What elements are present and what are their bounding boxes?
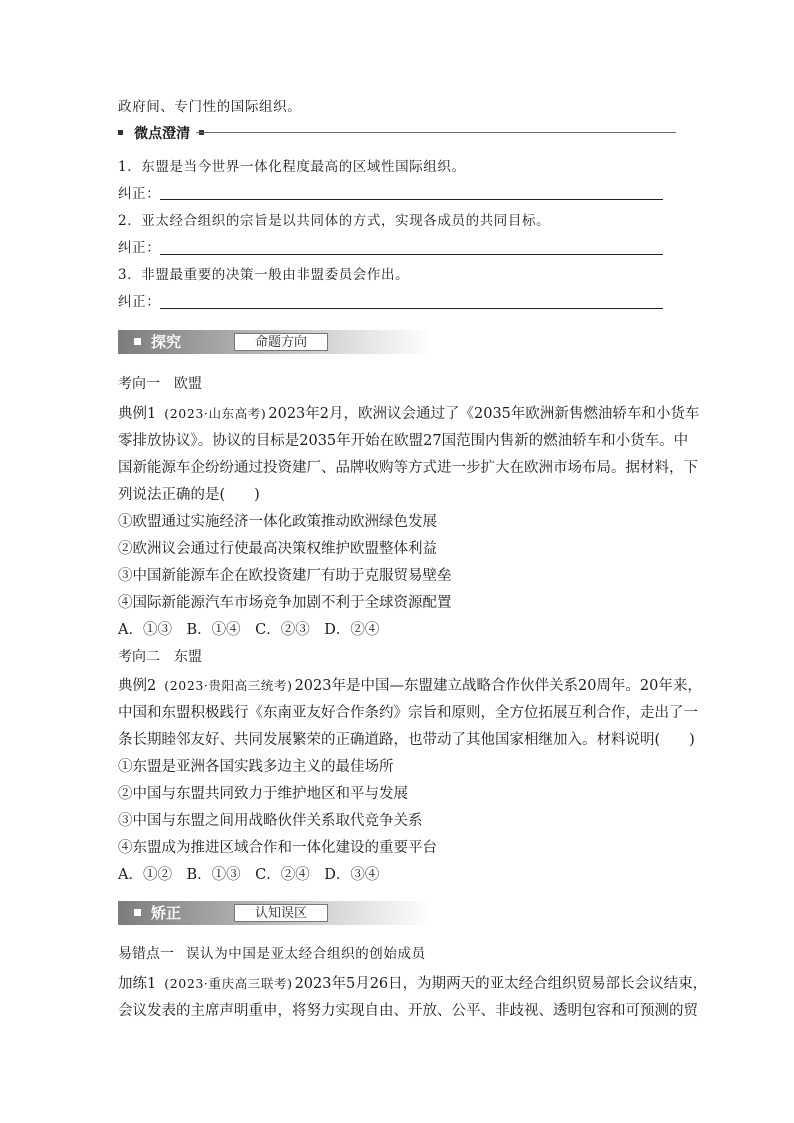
- example-2: [118, 672, 702, 889]
- section-title: [118, 901, 233, 925]
- answer-blank-3[interactable]: [160, 308, 663, 309]
- direction-1: [118, 374, 202, 394]
- section-title: [118, 330, 233, 354]
- section-bar-jiaozheng: [118, 901, 432, 925]
- exercise-line: 会议发表的主席声明重申，将努力实现自由、开放、公平、非歧视、透明包容和可预测的贸: [118, 1003, 698, 1019]
- error-point-1: [118, 944, 426, 964]
- section-subtitle: 命题方向: [234, 333, 328, 351]
- example-label: 典例1: [118, 406, 157, 422]
- section-title-text: 矫正: [151, 904, 182, 922]
- option-3: ③中国与东盟之间用战略伙伴关系取代竞争关系: [118, 813, 423, 829]
- section-subtitle: 认知误区: [234, 904, 328, 922]
- answer-choices: A．①③ B．①④ C．②③ D．②④: [118, 622, 380, 638]
- section-title-text: 探究: [151, 333, 182, 351]
- direction-name: 东盟: [174, 649, 202, 665]
- weidian-item-1: [118, 157, 466, 177]
- answer-choices: A．①② B．①③ C．②④ D．③④: [118, 867, 380, 883]
- example-source: (2023·贵阳高三统考): [164, 678, 293, 693]
- option-2: ②中国与东盟共同致力于维护地区和平与发展: [118, 786, 408, 802]
- square-bullet-icon: [134, 909, 141, 916]
- weidian-rule: [196, 132, 676, 133]
- example-line: [118, 400, 700, 428]
- error-label: 易错点一: [118, 946, 174, 962]
- option-2: ②欧洲议会通过行使最高决策权维护欧盟整体利益: [118, 541, 437, 557]
- direction-label: 考向一: [118, 376, 160, 392]
- item-text: 东盟是当今世界一体化程度最高的区域性国际组织。: [141, 159, 466, 175]
- exercise-source: (2023·重庆高三联考): [164, 976, 293, 991]
- answer-blank-2[interactable]: [160, 254, 663, 255]
- item-number: 3．: [118, 267, 142, 283]
- example-label: 典例2: [118, 678, 157, 694]
- correct-label-1: 纠正：: [118, 186, 161, 202]
- square-bullet-icon: [134, 338, 141, 345]
- example-line: 条长期睦邻友好、共同发展繁荣的正确道路，也带动了其他国家相继加入。材料说明( ): [118, 732, 695, 748]
- example-line: 中国和东盟积极践行《东南亚友好合作条约》宗旨和原则，全方位拓展互利合作，走出了一: [118, 705, 698, 721]
- example-1: [118, 400, 700, 644]
- intro-line: 政府间、专门性的国际组织。: [118, 99, 302, 115]
- direction-2: [118, 647, 202, 667]
- option-1: ①东盟是亚洲各国实践多边主义的最佳场所: [118, 759, 394, 775]
- option-3: ③中国新能源车企在欧投资建厂有助于克服贸易壁垒: [118, 568, 452, 584]
- direction-label: 考向二: [118, 649, 160, 665]
- weidian-header: [118, 123, 204, 143]
- exercise-label: 加练1: [118, 976, 157, 992]
- example-line: 零排放协议》。协议的目标是2035年开始在欧盟27国范围内售新的燃油轿车和小货车。中: [118, 433, 689, 449]
- option-1: ①欧盟通过实施经济一体化政策推动欧洲绿色发展: [118, 514, 437, 530]
- answer-blank-1[interactable]: [160, 199, 663, 200]
- item-number: 1．: [118, 159, 142, 175]
- correct-label-2: 纠正：: [118, 240, 161, 256]
- exercise-1: [118, 970, 708, 1025]
- option-4: ④国际新能源汽车市场竞争加剧不利于全球资源配置: [118, 595, 452, 611]
- example-line: 国新能源车企纷纷通过投资建厂、品牌收购等方式进一步扩大在欧洲市场布局。据材料，下: [118, 460, 698, 476]
- option-4: ④东盟成为推进区域合作和一体化建设的重要平台: [118, 840, 437, 856]
- weidian-item-3: [118, 265, 409, 285]
- square-bullet-icon: [118, 130, 123, 135]
- error-text: 误认为中国是亚太经合组织的创始成员: [186, 946, 426, 962]
- example-text: 2023年是中国—东盟建立战略合作伙伴关系20周年。20年来，: [294, 678, 702, 694]
- direction-name: 欧盟: [174, 376, 202, 392]
- correct-label-3: 纠正：: [118, 294, 161, 310]
- exercise-line: [118, 970, 708, 998]
- item-number: 2．: [118, 213, 142, 229]
- section-bar-tanjiu: [118, 330, 432, 354]
- example-line: 列说法正确的是( ): [118, 487, 260, 503]
- example-source: (2023·山东高考): [164, 406, 267, 421]
- item-text: 亚太经合组织的宗旨是以共同体的方式，实现各成员的共同目标。: [141, 213, 551, 229]
- item-text: 非盟最重要的决策一般由非盟委员会作出。: [141, 267, 410, 283]
- example-text: 2023年2月，欧洲议会通过了《2035年欧洲新售燃油轿车和小货车: [268, 406, 700, 422]
- weidian-item-2: [118, 211, 550, 231]
- weidian-title: 微点澄清: [134, 126, 191, 142]
- example-line: [118, 672, 702, 700]
- exercise-text: 2023年5月26日，为期两天的亚太经合组织贸易部长会议结束，: [294, 976, 708, 992]
